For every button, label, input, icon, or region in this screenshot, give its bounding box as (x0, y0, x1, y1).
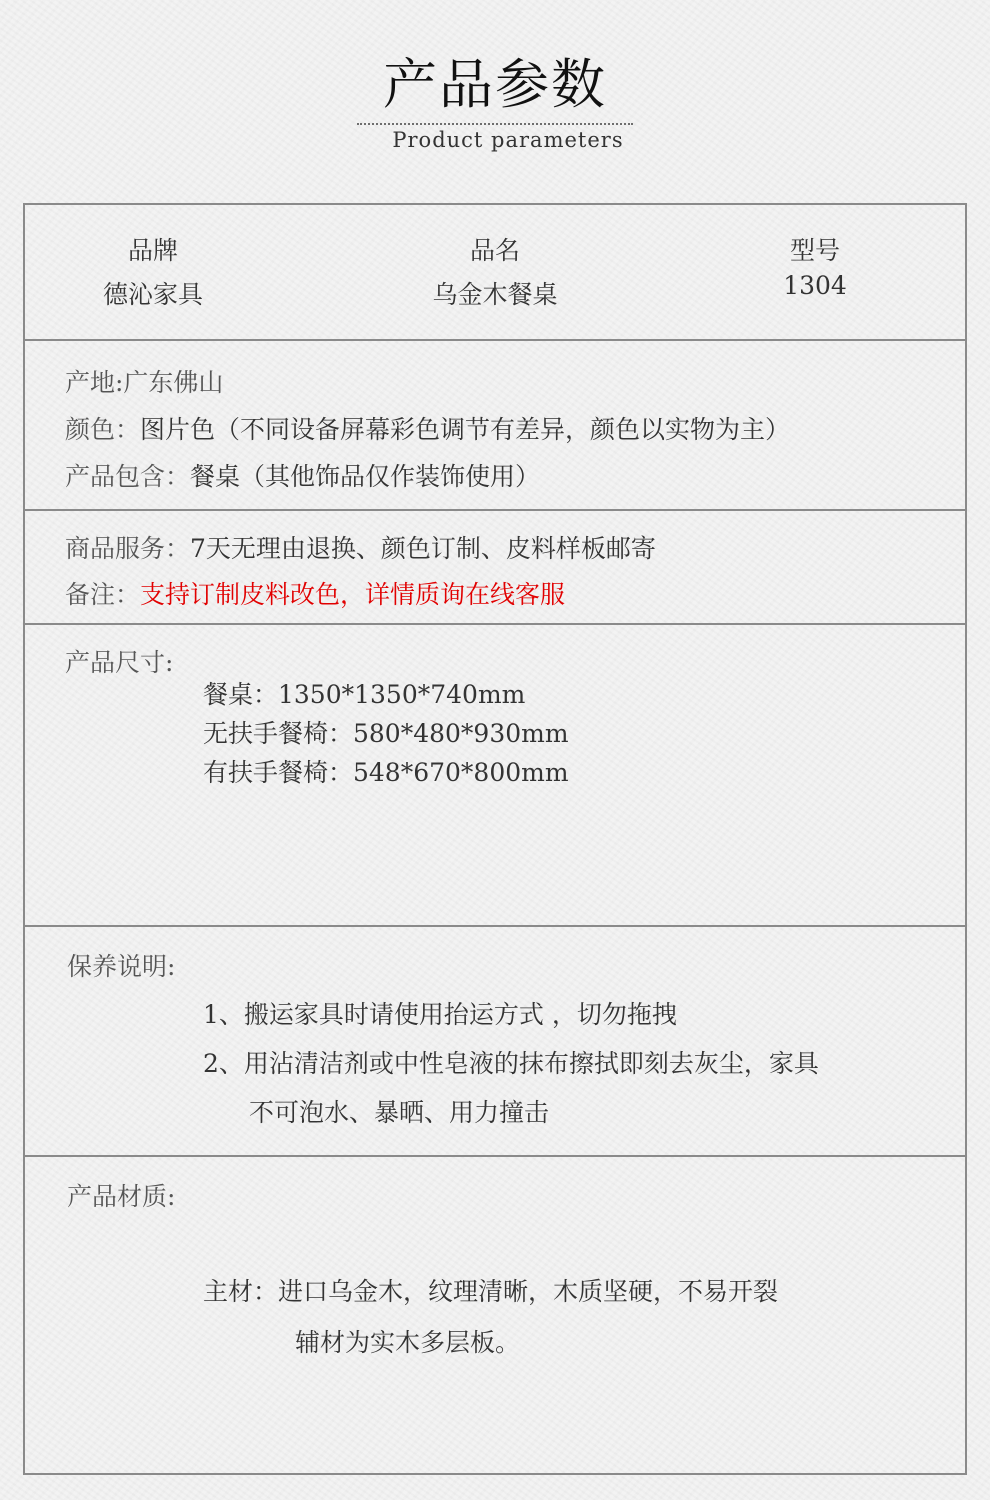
note-line (65, 575, 565, 611)
size-item-chair-no-arms: 无扶手餐椅：580*480*930mm (203, 719, 569, 748)
service-row (25, 509, 965, 623)
size-label: 产品尺寸: (65, 648, 174, 677)
color-value: 图片色（不同设备屏幕彩色调节有差异，颜色以实物为主） (140, 415, 791, 444)
package-label: 产品包含： (65, 462, 191, 491)
page-title: 产品参数 (383, 53, 607, 116)
care-label: 保养说明: (67, 952, 176, 981)
care-row (25, 925, 965, 1155)
material-line-1: 主材：进口乌金木，纹理清晰，木质坚硬，不易开裂 (203, 1277, 779, 1306)
service-line (65, 529, 656, 565)
page-header (0, 0, 990, 190)
package-value: 餐桌（其他饰品仅作装饰使用） (190, 462, 541, 491)
care-line-2: 2、用沾清洁剂或中性皂液的抹布擦拭即刻去灰尘，家具 (203, 1049, 819, 1078)
care-line-1: 1、搬运家具时请使用抬运方式 ，切勿拖拽 (203, 1000, 677, 1029)
color-line (65, 410, 790, 446)
brand-label: 品牌 (127, 236, 178, 265)
origin-text: 产地:广东佛山 (65, 368, 224, 397)
care-line-3: 不可泡水、暴晒、用力撞击 (249, 1098, 550, 1127)
service-value: 7天无理由退换、颜色订制、皮料样板邮寄 (190, 534, 656, 563)
material-row (25, 1155, 965, 1473)
service-label: 商品服务： (65, 534, 191, 563)
size-item-table: 餐桌：1350*1350*740mm (203, 680, 526, 709)
model-value: 1304 (783, 271, 847, 300)
page-subtitle: Product parameters (392, 128, 624, 152)
note-label: 备注： (65, 580, 141, 609)
general-info-row (25, 339, 965, 509)
material-label: 产品材质: (67, 1182, 176, 1211)
parameters-table (23, 203, 967, 1475)
product-name-value: 乌金木餐桌 (432, 280, 558, 309)
material-line-2: 辅材为实木多层板。 (295, 1328, 521, 1357)
size-row (25, 623, 965, 925)
model-label: 型号 (789, 236, 840, 265)
basic-info-row (25, 205, 965, 339)
note-value: 支持订制皮料改色，详情质询在线客服 (140, 580, 566, 609)
color-label: 颜色： (65, 415, 141, 444)
package-line (65, 457, 540, 493)
product-name-label: 品名 (469, 236, 520, 265)
dotted-divider (357, 123, 633, 125)
size-item-chair-arms: 有扶手餐椅：548*670*800mm (203, 758, 569, 787)
brand-value: 德沁家具 (102, 280, 203, 309)
